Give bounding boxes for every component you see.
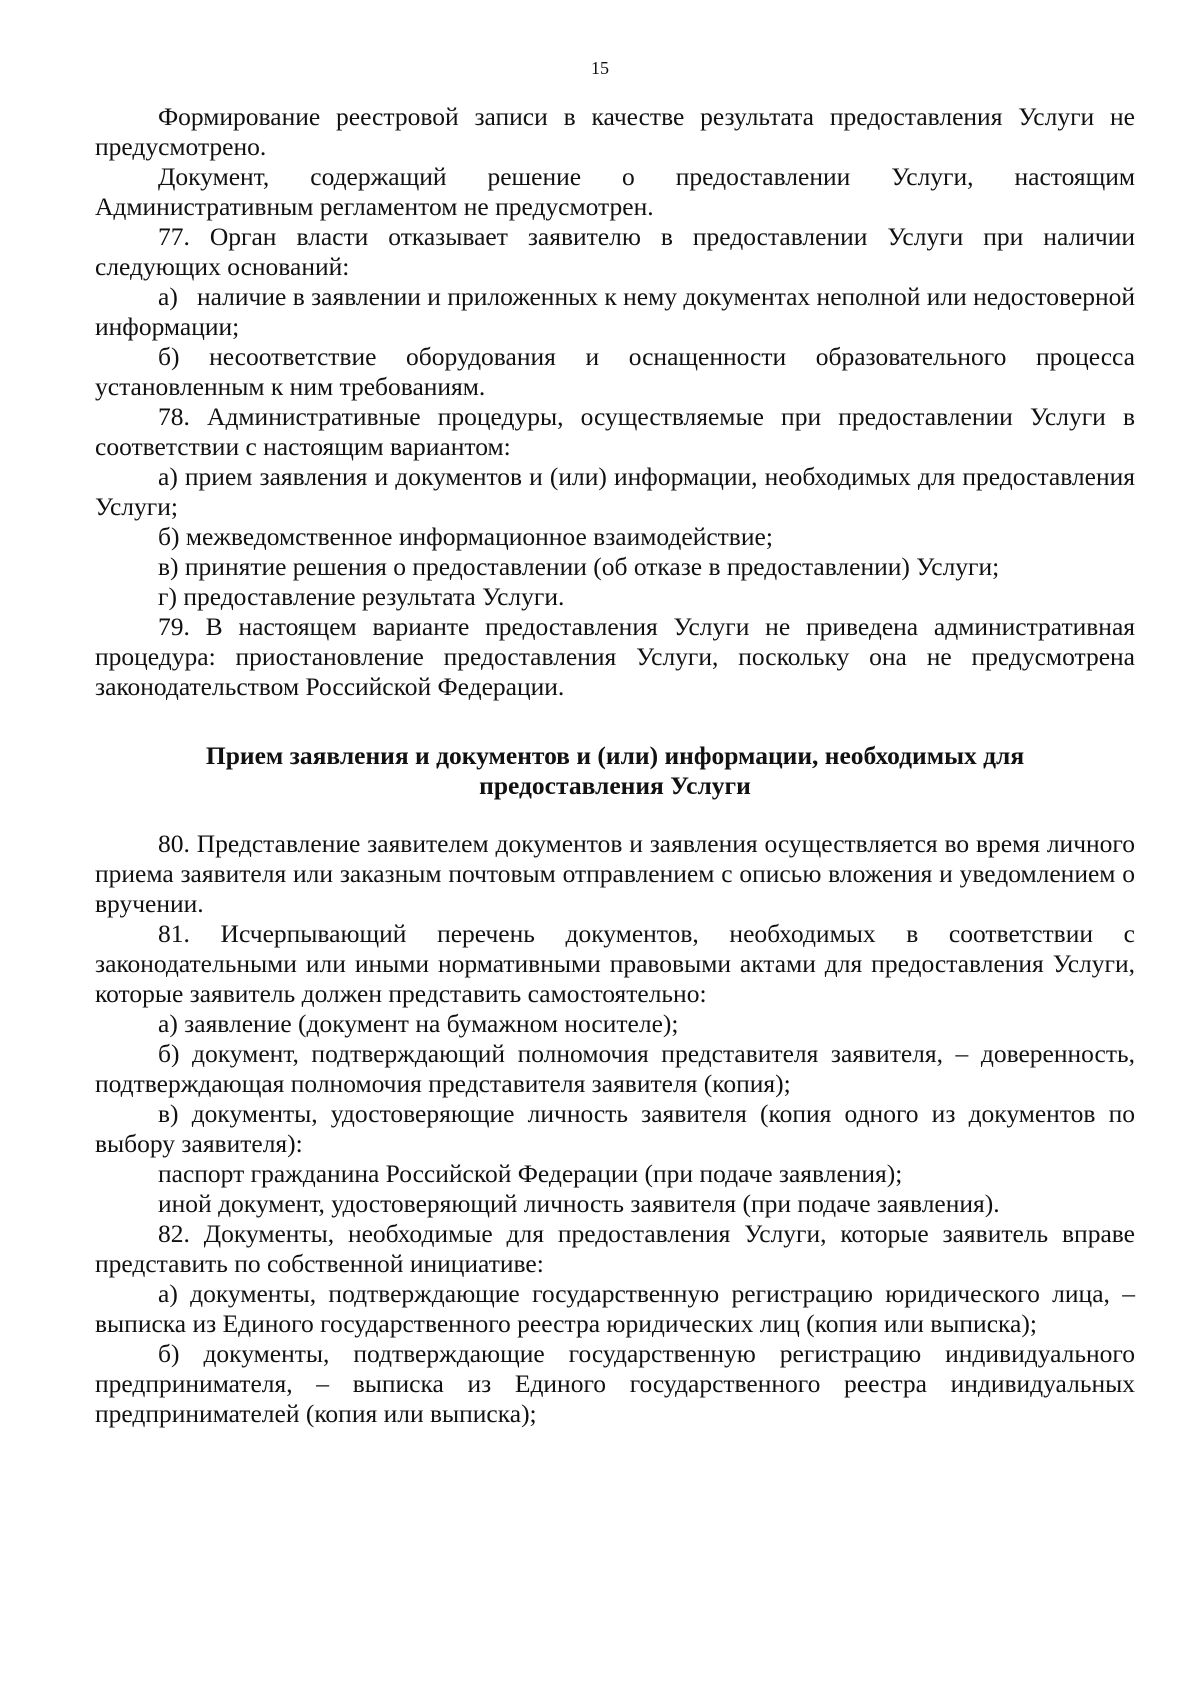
paragraph-78: 78. Административные процедуры, осуществляемые при предоставлении Услуги в соответствии с настоящим вариантом: (95, 402, 1135, 461)
section-heading-line: предоставления Услуги (479, 771, 751, 800)
list-item-81b: б) документ, подтверждающий полномочия представителя заявителя, – доверенность, подтверждающая полномочия представителя заявителя (копия); (95, 1039, 1135, 1098)
section-heading (95, 741, 1135, 801)
paragraph-80: 80. Представление заявителем документов и заявления осуществляется во время личного приема заявителя или заказным почтовым отправлением с описью вложения и уведомлением о вручении. (95, 829, 1135, 918)
paragraph-81: 81. Исчерпывающий перечень документов, необходимых в соответствии с законодательными или иными нормативными правовыми актами для предоставления Услуги, которые заявитель должен представить самостоятельно: (95, 919, 1135, 1008)
paragraph: Документ, содержащий решение о предоставлении Услуги, настоящим Административным регламентом не предусмотрен. (95, 162, 1135, 221)
list-item-81a: а) заявление (документ на бумажном носителе); (158, 1009, 679, 1038)
paragraph: Формирование реестровой записи в качестве результата предоставления Услуги не предусмотрено. (95, 102, 1135, 161)
list-item-81c-2: иной документ, удостоверяющий личность заявителя (при подаче заявления). (158, 1189, 1000, 1218)
list-item-77b: б) несоответствие оборудования и оснащенности образовательного процесса установленным к ним требованиям. (95, 342, 1135, 401)
list-item-77a: а) наличие в заявлении и приложенных к нему документах неполной или недостоверной информации; (95, 282, 1135, 341)
page-number: 15 (591, 58, 609, 78)
paragraph-77: 77. Орган власти отказывает заявителю в предоставлении Услуги при наличии следующих оснований: (95, 222, 1135, 281)
list-item-78d: г) предоставление результата Услуги. (158, 582, 565, 611)
section-heading-line: Прием заявления и документов и (или) информации, необходимых для (205, 741, 1025, 770)
list-item-81c-1: паспорт гражданина Российской Федерации (при подаче заявления); (158, 1159, 903, 1188)
list-item-78a: а) прием заявления и документов и (или) информации, необходимых для предоставления Услуги; (95, 462, 1135, 521)
paragraph-79: 79. В настоящем варианте предоставления Услуги не приведена административная процедура: приостановление предоставления Услуги, поскольку она не предусмотрена законодательством Российской Федерации. (95, 612, 1135, 701)
list-item-81c: в) документы, удостоверяющие личность заявителя (копия одного из документов по выбору заявителя): (95, 1099, 1135, 1158)
list-item-78c: в) принятие решения о предоставлении (об отказе в предоставлении) Услуги; (158, 552, 1000, 581)
paragraph-82: 82. Документы, необходимые для предоставления Услуги, которые заявитель вправе представить по собственной инициативе: (95, 1219, 1135, 1278)
list-item-78b: б) межведомственное информационное взаимодействие; (158, 522, 773, 551)
list-item-82b: б) документы, подтверждающие государственную регистрацию индивидуального предпринимателя, – выписка из Единого государственного реестра индивидуальных предпринимателей (копия или выписка); (95, 1339, 1135, 1428)
document-body (95, 102, 1135, 1429)
list-item-82a: а) документы, подтверждающие государственную регистрацию юридического лица, – выписка из Единого государственного реестра юридических лиц (копия или выписка); (95, 1279, 1135, 1338)
